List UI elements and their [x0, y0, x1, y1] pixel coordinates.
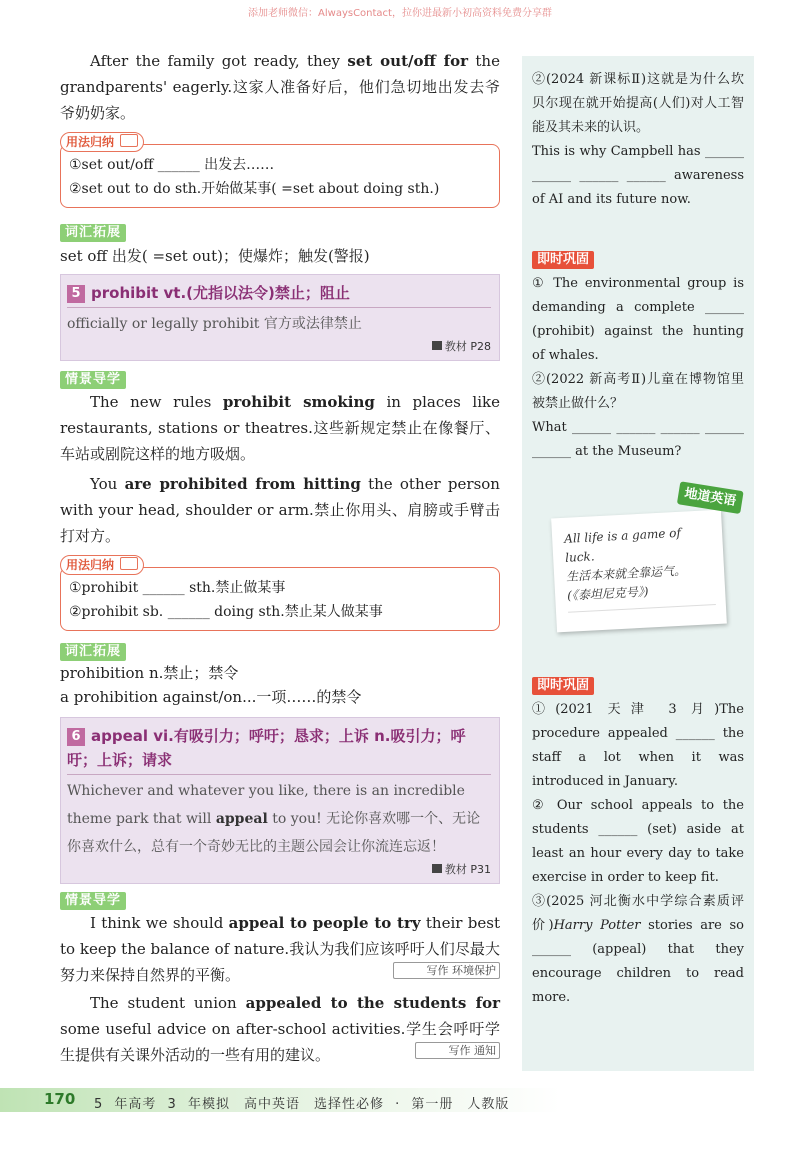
writing-tag: 写作 环境保护 — [393, 962, 501, 979]
left-column — [60, 48, 500, 1068]
box-icon — [120, 557, 138, 570]
note-line: (《泰坦尼克号》) — [566, 584, 649, 603]
scene2-paragraph-2: The student union appealed to the students for some useful advice on after-school activities.学生会呼吁学生提供有关课外活动的一些有用的建议。 写作 通知 — [60, 994, 500, 1064]
drill2-question-2: ② Our school appeals to the students ______ (set) aside at least an hour every day to take exercise in order to keep fit. — [532, 798, 744, 885]
drill-section-1 — [532, 248, 744, 464]
vocab-section-1 — [60, 222, 500, 270]
scene2-paragraph-1: I think we should appeal to people to try their best to keep the balance of nature.我认为我们应该呼吁人们尽最大努力来保持自然界的平衡。 写作 环境保护 — [60, 914, 500, 984]
scene-label-1: 情景导学 — [60, 371, 126, 389]
note-line: All life is a game of luck. — [563, 525, 682, 565]
vocab-label-2: 词汇拓展 — [60, 643, 126, 661]
textbook-ref: 教材 P28 — [67, 338, 491, 354]
vocab-text-1: set off 出发( =set out)；使爆炸；触发(警报) — [60, 247, 370, 265]
right-sidebar — [522, 56, 754, 1071]
usage-label-2: 用法归纳 — [60, 555, 144, 575]
usage-section-2 — [60, 555, 500, 631]
drill-label-2: 即时巩固 — [532, 677, 594, 695]
watermark: 添加老师微信：AlwaysContact，拉你进最新小初高资料免费分享群 — [248, 8, 552, 19]
drill-label-1: 即时巩固 — [532, 251, 594, 269]
book-icon — [432, 864, 442, 873]
idiom-note-card — [551, 486, 738, 633]
intro-text-a: After the family got ready, they — [90, 52, 341, 70]
usage-item: ②prohibit sb. ______ doing sth.禁止某人做某事 — [69, 604, 383, 620]
question-top-a: ②(2024 新课标Ⅱ)这就是为什么坎贝尔现在就开始提高(人们)对人工智能及其未来的认识。 — [532, 72, 744, 135]
note-line: 生活本来就全靠运气。 — [565, 563, 687, 584]
intro-text-b: the grandparents' eagerly.这家人准备好后，他们急切地出发去爷爷奶奶家。 — [60, 52, 500, 122]
usage-box-1 — [60, 144, 500, 208]
box-icon — [120, 134, 138, 147]
drill1-question-1: ① The environmental group is demanding a complete ______ (prohibit) against the hunting of whales. — [532, 276, 744, 363]
entry-example: Whichever and whatever you like, there is an incredible theme park that will appeal to you! 无论你喜欢哪一个、无论你喜欢什么，总有一个奇妙无比的主题公园会让你流连忘返！ — [67, 774, 491, 861]
entry-head: 5 prohibit vt.(尤指以法令)禁止；阻止 — [67, 281, 491, 305]
note-badge: 地道英语 — [677, 481, 744, 514]
scene-section-1 — [60, 369, 500, 549]
entry-appeal — [60, 717, 500, 884]
vocab-section-2 — [60, 641, 500, 709]
usage-item: ②set out to do sth.开始做某事( =set about doing sth.) — [69, 181, 440, 197]
vocab-label-1: 词汇拓展 — [60, 224, 126, 242]
book-icon — [432, 341, 442, 350]
usage-item: ①set out/off ______ 出发去…… — [69, 157, 275, 173]
entry-example: officially or legally prohibit 官方或法律禁止 — [67, 307, 491, 338]
entry-head: 6 appeal vi.有吸引力；呼吁；恳求；上诉 n.吸引力；呼吁；上诉；请求 — [67, 727, 466, 769]
drill1-question-2b: What ______ ______ ______ ______ ______ at the Museum? — [532, 420, 744, 459]
scene1-paragraph-2: You are prohibited from hitting the other person with your head, shoulder or arm.禁止你用头、肩膀或手臂击打对方。 — [60, 475, 500, 545]
drill1-question-2a: ②(2022 新高考Ⅱ)儿童在博物馆里被禁止做什么？ — [532, 372, 744, 411]
drill-section-2 — [532, 674, 744, 1010]
drill2-question-1: ①(2021 天津 3 月)The procedure appealed ______ the staff a lot when it was introduced in January. — [532, 702, 744, 789]
usage-section-1 — [60, 132, 500, 208]
drill2-question-3: ③(2025 河北衡水中学综合素质评价)Harry Potter stories are so ______ (appeal) that they encourage children to read more. — [532, 894, 744, 1005]
textbook-ref: 教材 P31 — [67, 861, 491, 877]
entry-number: 5 — [67, 285, 85, 303]
writing-tag: 写作 通知 — [415, 1042, 501, 1059]
intro-paragraph — [60, 48, 500, 126]
usage-item: ①prohibit ______ sth.禁止做某事 — [69, 580, 286, 596]
scene1-paragraph-1: The new rules prohibit smoking in places like restaurants, stations or theatres.这些新规定禁止在像餐厅、车站或剧院这样的地方吸烟。 — [60, 393, 500, 463]
usage-label-1: 用法归纳 — [60, 132, 144, 152]
page-number: 170 — [44, 1090, 76, 1108]
entry-number: 6 — [67, 728, 85, 746]
scene-label-2: 情景导学 — [60, 892, 126, 910]
book-title: 5 年高考 3 年模拟 高中英语 选择性必修 · 第一册 人教版 — [94, 1097, 510, 1112]
intro-bold: set out/off for — [347, 52, 469, 70]
vocab2-line: a prohibition against/on...一项……的禁令 — [60, 688, 362, 706]
usage-box-2 — [60, 567, 500, 631]
entry-prohibit — [60, 274, 500, 361]
question-top-b: This is why Campbell has ______ ______ ______ ______ awareness of AI and its future now. — [532, 144, 744, 207]
vocab2-line: prohibition n.禁止；禁令 — [60, 664, 239, 682]
scene-section-2 — [60, 890, 500, 1068]
